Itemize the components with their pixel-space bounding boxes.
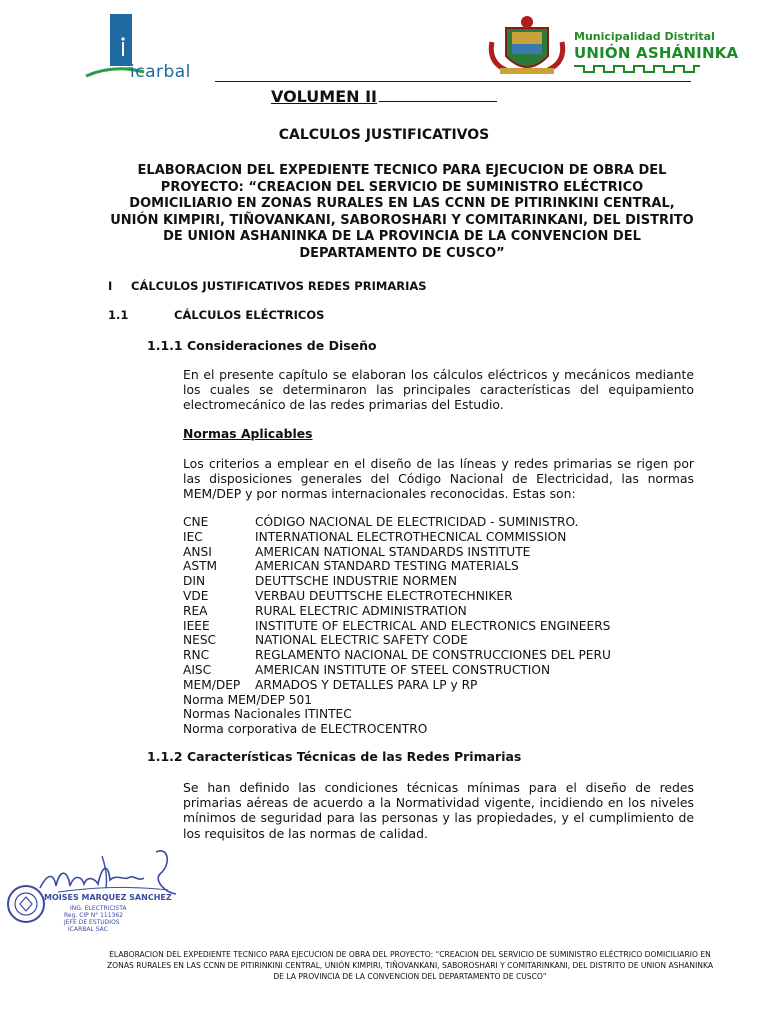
- norm-name: VERBAU DEUTTSCHE ELECTROTECHNIKER: [255, 588, 513, 603]
- normas-heading: Normas Aplicables: [183, 426, 313, 441]
- norm-item: [183, 559, 611, 574]
- norm-abbr: IEC: [183, 529, 203, 544]
- norm-name: REGLAMENTO NACIONAL DE CONSTRUCCIONES DEL PERU: [255, 648, 611, 663]
- norm-item: [183, 604, 611, 619]
- subsection-heading: CÁLCULOS ELÉCTRICOS: [174, 308, 325, 322]
- document-subtitle: CALCULOS JUSTIFICATIVOS: [278, 127, 490, 143]
- norm-extra: Norma corporativa de ELECTROCENTRO: [183, 722, 428, 737]
- signature-registration: Reg. CIP N° 111362: [64, 912, 123, 919]
- norms-list: [183, 515, 611, 737]
- section-heading: CÁLCULOS JUSTIFICATIVOS REDES PRIMARIAS: [131, 279, 427, 293]
- decorative-pattern-icon: [574, 64, 700, 74]
- norm-item: [183, 530, 611, 545]
- norm-abbr: ASTM: [183, 559, 218, 574]
- norm-item: [183, 648, 611, 663]
- paragraph: Se han definido las condiciones técnicas mínimas para el diseño de redes primarias aéreas de acuerdo a la Normatividad vigente, incidiendo en los niveles mínimos de seguridad para las personas y las propiedades, y el cumplimiento de los requisitos de las normas de calidad.: [183, 780, 694, 841]
- norm-abbr: AISC: [183, 662, 212, 677]
- paragraph: Los criterios a emplear en el diseño de las líneas y redes primarias se rigen por las disposiciones generales del Código Nacional de Electricidad, las normas MEM/DEP y por normas internacionales reconocidas. Estas son:: [183, 456, 694, 502]
- header-divider: [215, 81, 691, 82]
- signature-name: MOISES MARQUEZ SANCHEZ: [44, 893, 172, 902]
- norm-name: INSTITUTE OF ELECTRICAL AND ELECTRONICS ENGINEERS: [255, 618, 611, 633]
- norm-abbr: DIN: [183, 574, 206, 589]
- norm-abbr: IEEE: [183, 618, 210, 633]
- norm-name: AMERICAN INSTITUTE OF STEEL CONSTRUCTION: [255, 662, 551, 677]
- subsection-number: 1.1: [108, 308, 129, 322]
- coat-of-arms-icon: [486, 12, 570, 80]
- subsubsection-heading: 1.1.2 Características Técnicas de las Redes Primarias: [147, 749, 522, 764]
- volume-title-underline: [379, 87, 497, 102]
- page-footer: ELABORACION DEL EXPEDIENTE TECNICO PARA EJECUCION DE OBRA DEL PROYECTO: “CREACION DEL SERVICIO DE SUMINISTRO ELÉCTRICO DOMICILIARIO EN ZONAS RURALES EN LAS CCNN DE PITIRINKINI CENTRAL, UNIÓN KIMPIRI, TIÑOVANKANI, SABOROSHARI Y COMITARINKANI, DEL DISTRITO DE UNION ASHANINKA DE LA PROVINCIA DE LA CONVENCION DEL DEPARTAMENTO DE CUSCO”: [106, 950, 714, 981]
- norm-item: [183, 619, 611, 634]
- norm-abbr: MEM/DEP: [183, 677, 241, 692]
- norm-abbr: RNC: [183, 648, 210, 663]
- norm-abbr: NESC: [183, 633, 217, 648]
- signature-title: ING. ELECTRICISTA: [70, 905, 127, 912]
- norm-item: [183, 663, 611, 678]
- signature-company: ICARBAL SAC: [68, 926, 108, 933]
- volume-title-text: VOLUMEN II: [270, 87, 378, 106]
- norm-name: ARMADOS Y DETALLES PARA LP y RP: [255, 677, 478, 692]
- municipality-name-line1: Municipalidad Distrital: [574, 30, 715, 43]
- norm-extra: Norma MEM/DEP 501: [183, 692, 312, 707]
- norm-abbr: REA: [183, 603, 208, 618]
- subsubsection-heading: 1.1.1 Consideraciones de Diseño: [147, 338, 377, 353]
- norm-name: AMERICAN STANDARD TESTING MATERIALS: [255, 559, 519, 574]
- signature-icon: [38, 844, 178, 900]
- norm-name: CÓDIGO NACIONAL DE ELECTRICIDAD - SUMINISTRO.: [255, 515, 579, 529]
- norm-name: DEUTTSCHE INDUSTRIE NORMEN: [255, 574, 458, 589]
- norm-item: [183, 515, 611, 530]
- municipality-logo: [486, 12, 739, 80]
- norm-abbr: VDE: [183, 588, 209, 603]
- norm-name: INTERNATIONAL ELECTROTHECNICAL COMMISSION: [255, 529, 567, 544]
- norm-abbr: ANSI: [183, 544, 212, 559]
- volume-title: [0, 87, 768, 106]
- norm-name: RURAL ELECTRIC ADMINISTRATION: [255, 603, 467, 618]
- norm-item: [183, 545, 611, 560]
- project-title: ELABORACION DEL EXPEDIENTE TECNICO PARA EJECUCION DE OBRA DEL PROYECTO: “CREACION DEL SERVICIO DE SUMINISTRO ELÉCTRICO DOMICILIARIO EN ZONAS RURALES EN LAS CCNN DE PITIRINKINI CENTRAL, UNIÓN KIMPIRI, TIÑOVANKANI, SABOROSHARI Y COMITARINKANI, DEL DISTRITO DE UNION ASHANINKA DE LA PROVINCIA DE LA CONVENCION DEL DEPARTAMENTO DE CUSCO”: [110, 163, 694, 261]
- norm-item: [183, 589, 611, 604]
- norm-abbr: CNE: [183, 515, 209, 529]
- section-number: I: [108, 279, 113, 293]
- paragraph: En el presente capítulo se elaboran los cálculos eléctricos y mecánicos mediante los cuales se determinaron las principales características del equipamiento electromecánico de las redes primarias del Estudio.: [183, 367, 694, 413]
- norm-item: [183, 574, 611, 589]
- icarbal-logo: [84, 12, 212, 82]
- norm-item: [183, 633, 611, 648]
- norm-item: [183, 678, 611, 693]
- icarbal-logo-text: icarbal: [130, 62, 191, 82]
- norm-name: NATIONAL ELECTRIC SAFETY CODE: [255, 633, 468, 648]
- signature-role: JEFE DE ESTUDIOS: [64, 919, 120, 926]
- norm-name: AMERICAN NATIONAL STANDARDS INSTITUTE: [255, 544, 531, 559]
- municipality-name-line2: UNIÓN ASHÁNINKA: [574, 44, 739, 62]
- norm-extra: Normas Nacionales ITINTEC: [183, 707, 352, 722]
